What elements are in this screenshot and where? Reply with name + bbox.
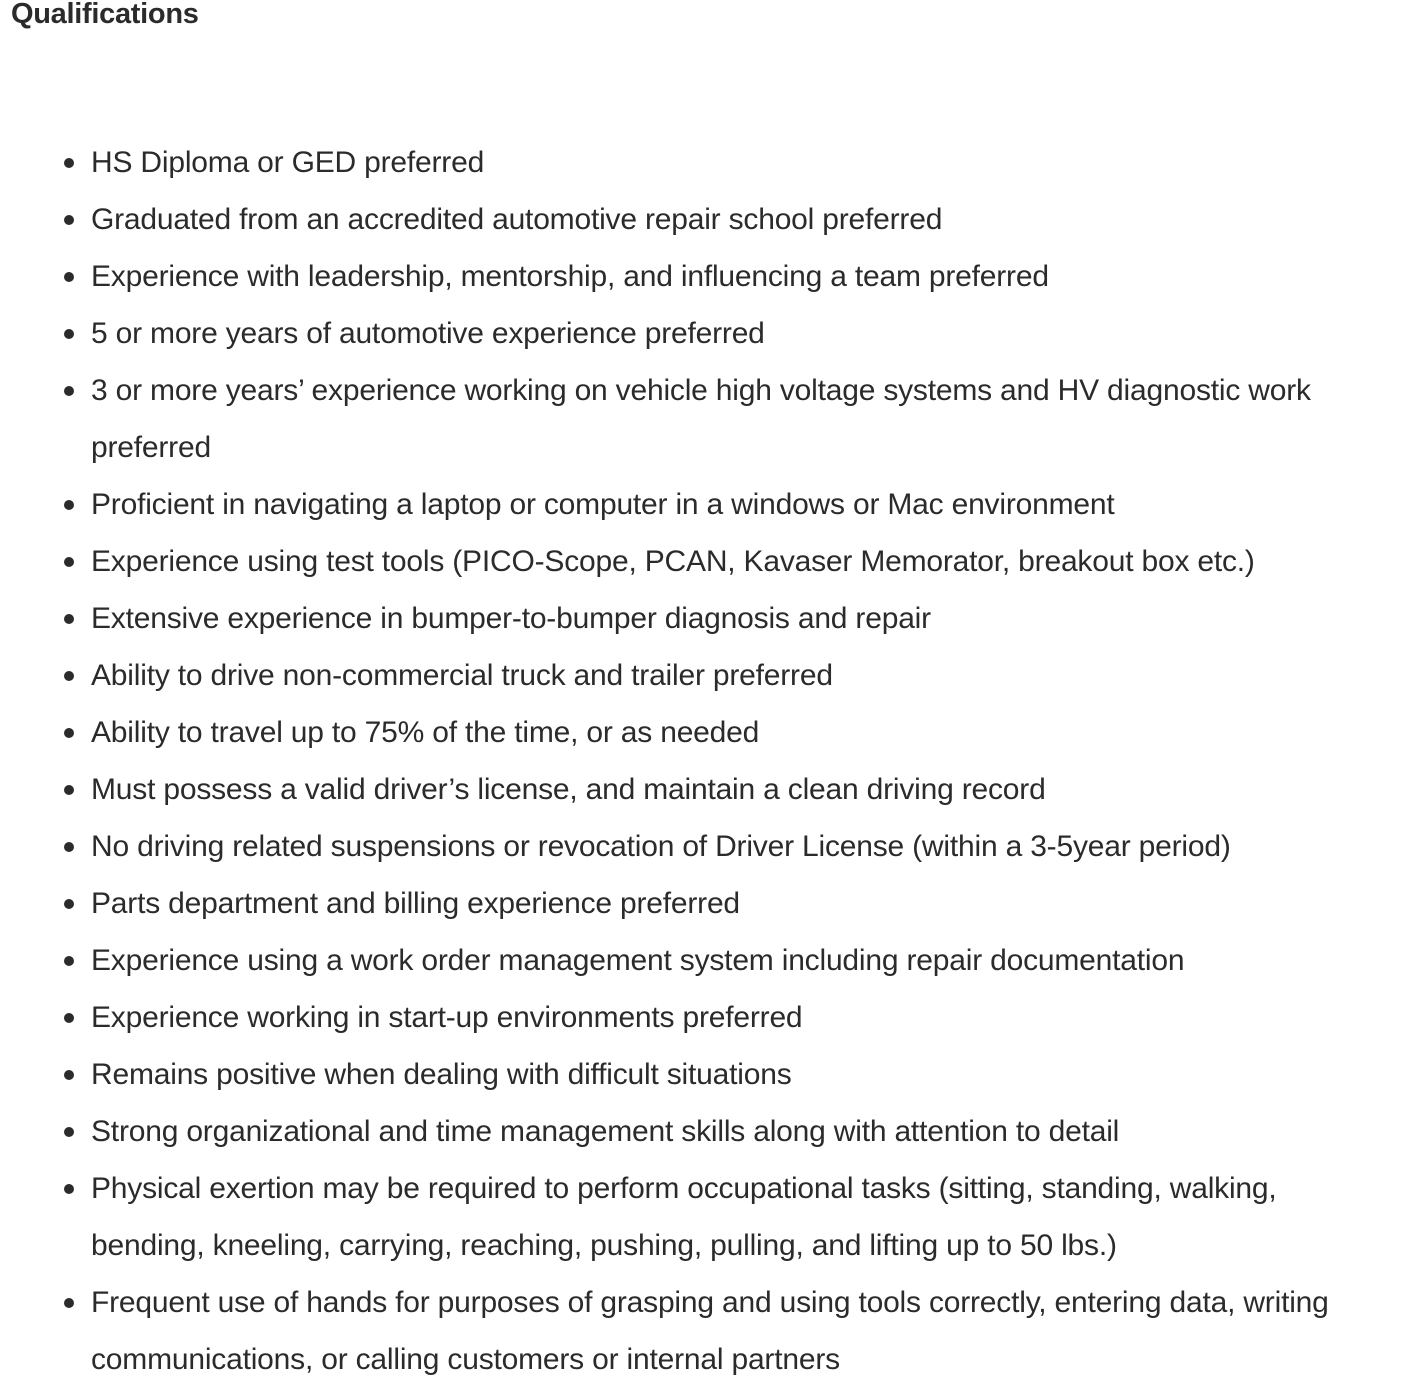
bullet-icon	[64, 215, 74, 225]
list-item-text: Physical exertion may be required to perform occupational tasks (sitting, standing, walking, bending, kneeling, carrying, reaching, pushing, pulling, and lifting up to 50 lbs.)	[91, 1172, 1277, 1262]
list-item-text: Parts department and billing experience preferred	[91, 887, 740, 920]
bullet-icon	[64, 1298, 74, 1308]
list-item-text: Proficient in navigating a laptop or computer in a windows or Mac environment	[91, 488, 1115, 521]
list-item	[0, 647, 1400, 704]
list-item-text: Experience using a work order management system including repair documentation	[91, 944, 1185, 977]
bullet-icon	[64, 899, 74, 909]
list-item	[0, 1160, 1400, 1274]
list-item	[0, 533, 1400, 590]
list-item-text: Experience using test tools (PICO-Scope, PCAN, Kavaser Memorator, breakout box etc.)	[91, 545, 1255, 578]
list-item	[0, 1274, 1400, 1388]
list-item-text: Ability to drive non-commercial truck and trailer preferred	[91, 659, 833, 692]
qualifications-list	[0, 134, 1400, 1388]
bullet-icon	[64, 842, 74, 852]
bullet-icon	[64, 728, 74, 738]
bullet-icon	[64, 329, 74, 339]
bullet-icon	[64, 386, 74, 396]
list-item-text: HS Diploma or GED preferred	[91, 146, 485, 179]
list-item-text: Strong organizational and time management skills along with attention to detail	[91, 1115, 1120, 1148]
bullet-icon	[64, 785, 74, 795]
list-item-text: Must possess a valid driver’s license, and maintain a clean driving record	[91, 773, 1046, 806]
list-item-text: Experience with leadership, mentorship, and influencing a team preferred	[91, 260, 1049, 293]
list-item-text: Frequent use of hands for purposes of grasping and using tools correctly, entering data, writing communications, or calling customers or internal partners	[91, 1286, 1329, 1376]
bullet-icon	[64, 956, 74, 966]
list-item	[0, 761, 1400, 818]
list-item-text: Ability to travel up to 75% of the time, or as needed	[91, 716, 760, 749]
bullet-icon	[64, 1013, 74, 1023]
bullet-icon	[64, 500, 74, 510]
bullet-icon	[64, 158, 74, 168]
list-item	[0, 989, 1400, 1046]
bullet-icon	[64, 671, 74, 681]
bullet-icon	[64, 272, 74, 282]
list-item	[0, 248, 1400, 305]
list-item	[0, 134, 1400, 191]
list-item	[0, 476, 1400, 533]
list-item-text: No driving related suspensions or revocation of Driver License (within a 3-5year period)	[91, 830, 1231, 863]
list-item-text: 5 or more years of automotive experience preferred	[91, 317, 765, 350]
list-item	[0, 875, 1400, 932]
list-item	[0, 704, 1400, 761]
list-item-text: Graduated from an accredited automotive repair school preferred	[91, 203, 943, 236]
list-item	[0, 362, 1400, 476]
bullet-icon	[64, 614, 74, 624]
list-item-text: Experience working in start-up environments preferred	[91, 1001, 803, 1034]
bullet-icon	[64, 1070, 74, 1080]
list-item	[0, 590, 1400, 647]
list-item-text: Remains positive when dealing with difficult situations	[91, 1058, 792, 1091]
section-title: Qualifications	[11, 0, 199, 30]
list-item-text: Extensive experience in bumper-to-bumper diagnosis and repair	[91, 602, 931, 635]
bullet-icon	[64, 557, 74, 567]
list-item	[0, 1103, 1400, 1160]
list-item	[0, 305, 1400, 362]
list-item-text: 3 or more years’ experience working on vehicle high voltage systems and HV diagnostic work preferred	[91, 374, 1311, 464]
list-item	[0, 1046, 1400, 1103]
bullet-icon	[64, 1184, 74, 1194]
bullet-icon	[64, 1127, 74, 1137]
list-item	[0, 818, 1400, 875]
list-item	[0, 191, 1400, 248]
list-item	[0, 932, 1400, 989]
